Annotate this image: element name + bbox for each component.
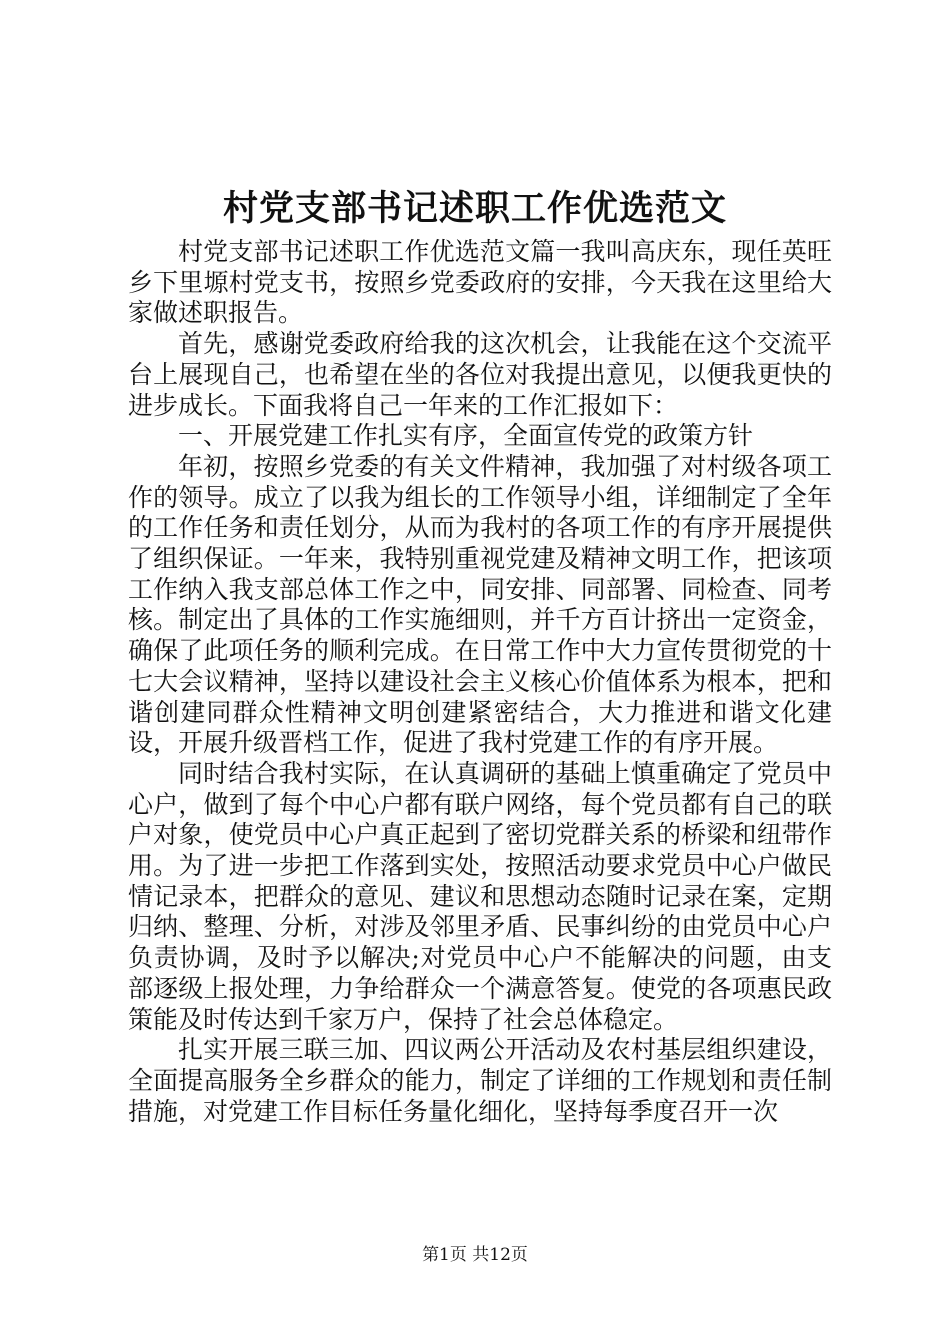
paragraph-intro: 村党支部书记述职工作优选范文篇一我叫高庆东，现任英旺乡下里塬村党支书，按照乡党委政府的安排，今天我在这里给大家做述职报告。 (128, 237, 832, 328)
paragraph-thanks: 首先，感谢党委政府给我的这次机会，让我能在这个交流平台上展现自己，也希望在坐的各位对我提出意见，以便我更快的进步成长。下面我将自己一年来的工作汇报如下： (128, 329, 832, 420)
section-heading-1: 一、开展党建工作扎实有序，全面宣传党的政策方针 (178, 421, 754, 451)
document-body (128, 237, 832, 1127)
paragraph-central-households: 同时结合我村实际，在认真调研的基础上慎重确定了党员中心户，做到了每个中心户都有联户网络，每个党员都有自己的联户对象，使党员中心户真正起到了密切党群关系的桥梁和纽带作用。为了进一步把工作落到实处，按照活动要求党员中心户做民情记录本，把群众的意见、建议和思想动态随时记录在案，定期归纳、整理、分析，对涉及邻里矛盾、民事纠纷的由党员中心户负责协调，及时予以解决;对党员中心户不能解决的问题，由支部逐级上报处理，力争给群众一个满意答复。使党的各项惠民政策能及时传达到千家万户，保持了社会总体稳定。 (128, 758, 832, 1034)
page-number-footer: 第1页 共12页 (422, 1245, 528, 1265)
document-title: 村党支部书记述职工作优选范文 (222, 188, 727, 229)
paragraph-party-building: 年初，按照乡党委的有关文件精神，我加强了对村级各项工作的领导。成立了以我为组长的工作领导小组，详细制定了全年的工作任务和责任划分，从而为我村的各项工作的有序开展提供了组织保证。一年来，我特别重视党建及精神文明工作，把该项工作纳入我支部总体工作之中，同安排、同部署、同检查、同考核。制定出了具体的工作实施细则，并千方百计挤出一定资金，确保了此项任务的顺利完成。在日常工作中大力宣传贯彻党的十七大会议精神，坚持以建设社会主义核心价值体系为根本，把和谐创建同群众性精神文明创建紧密结合，大力推进和谐文化建设，开展升级晋档工作，促进了我村党建工作的有序开展。 (128, 451, 832, 758)
paragraph-three-links: 扎实开展三联三加、四议两公开活动及农村基层组织建设，全面提高服务全乡群众的能力，制定了详细的工作规划和责任制措施，对党建工作目标任务量化细化，坚持每季度召开一次 (128, 1035, 832, 1126)
